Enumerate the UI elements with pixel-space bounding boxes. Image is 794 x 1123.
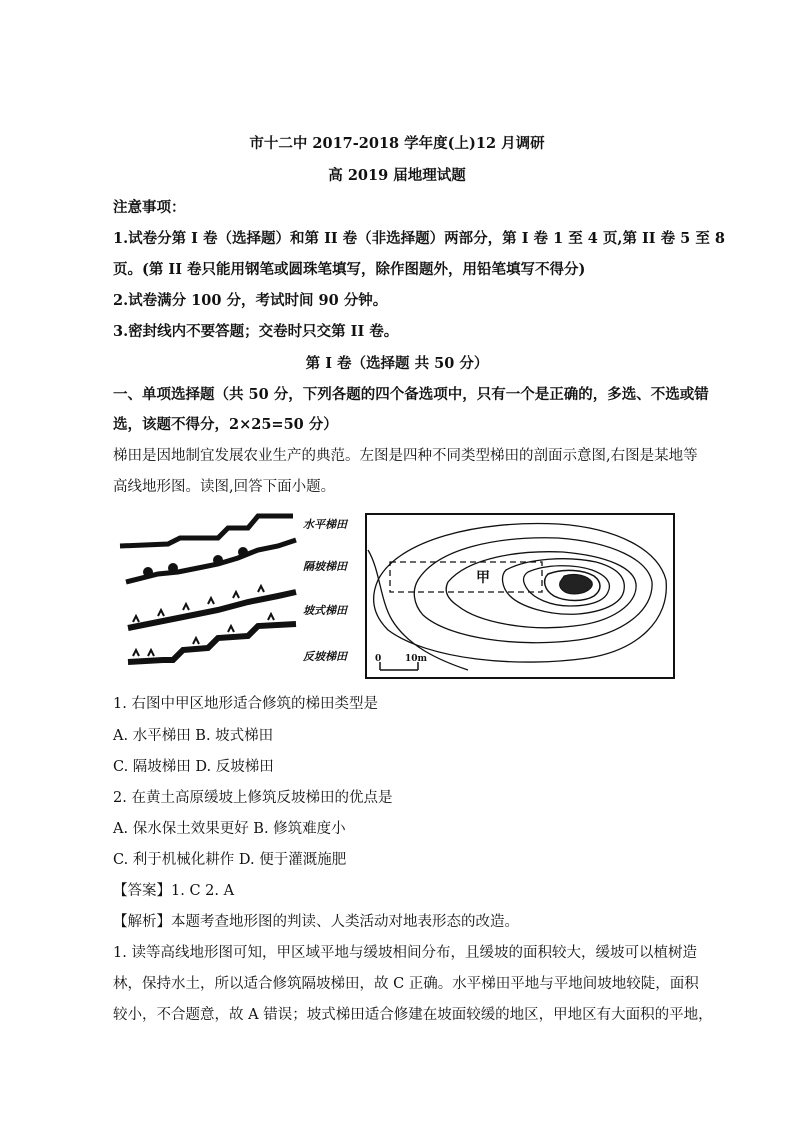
notes-item-1-line-2: 页。(第 II 卷只能用钢笔或圆珠笔填写，除作图题外，用铅笔填写不得分): [113, 261, 586, 278]
label-horizontal-terrace: 水平梯田: [303, 518, 347, 531]
answer-key: 【答案】1. C 2. A: [113, 883, 235, 899]
question-1-options-ab: A. 水平梯田 B. 坡式梯田: [113, 728, 274, 744]
exam-title: 市十二中 2017-2018 学年度(上)12 月调研: [249, 135, 545, 152]
explanation-line-3: 较小，不合题意，故 A 错误；坡式梯田适合修建在坡面较缓的地区，甲地区有大面积的平地，: [113, 1007, 713, 1023]
analysis-heading: 【解析】本题考查地形图的判读、人类活动对地表形态的改造。: [113, 914, 519, 930]
jia-area-dashed-box: [390, 562, 542, 592]
question-2-options-ab: A. 保水保土效果更好 B. 修筑难度小: [113, 821, 346, 837]
explanation-line-1: 1. 读等高线地形图可知，甲区域平地与缓坡相间分布，且缓坡的面积较大，缓坡可以植树造: [113, 945, 697, 961]
question-1-options-cd: C. 隔坡梯田 D. 反坡梯田: [113, 759, 274, 775]
horizontal-terrace-profile: [120, 516, 293, 546]
notes-item-2: 2.试卷满分 100 分，考试时间 90 分钟。: [113, 292, 388, 309]
passage-line-1: 梯田是因地制宜发展农业生产的典范。左图是四种不同类型梯田的剖面示意图,右图是某地等: [113, 448, 698, 464]
scale-zero-label: 0: [375, 654, 382, 664]
label-sloping-terrace: 坡式梯田: [303, 604, 347, 617]
question-1: 1. 右图中甲区地形适合修筑的梯田类型是: [113, 696, 378, 712]
section-title: 第 I 卷（选择题 共 50 分）: [305, 355, 489, 372]
label-reverse-slope-terrace: 反坡梯田: [303, 650, 347, 663]
map-mark-jia: 甲: [476, 570, 490, 586]
section-instructions-line-2: 选，该题不得分，2×25=50 分）: [113, 416, 338, 433]
terrace-profiles-diagram: [118, 510, 678, 682]
question-2-options-cd: C. 利于机械化耕作 D. 便于灌溉施肥: [113, 852, 347, 868]
label-slope-separated-terrace: 隔坡梯田: [303, 560, 347, 573]
terrace-figure: [118, 510, 678, 682]
notes-item-1-line-1: 1.试卷分第 I 卷（选择题）和第 II 卷（非选择题）两部分，第 I 卷 1 至 4 页,第 II 卷 5 至 8: [113, 230, 725, 247]
exam-subtitle: 高 2019 届地理试题: [328, 167, 466, 184]
scale-distance-label: 10m: [405, 654, 428, 664]
notes-heading: 注意事项：: [113, 199, 186, 216]
explanation-line-2: 林，保持水土，所以适合修筑隔坡梯田，故 C 正确。水平梯田平地与平地间坡地较陡，面积: [113, 976, 699, 992]
question-2: 2. 在黄土高原缓坡上修筑反坡梯田的优点是: [113, 790, 393, 806]
section-instructions-line-1: 一、单项选择题（共 50 分，下列各题的四个备选项中，只有一个是正确的，多选、不选或错: [113, 386, 709, 403]
notes-item-3: 3.密封线内不要答题；交卷时只交第 II 卷。: [113, 323, 399, 340]
passage-line-2: 高线地形图。读图,回答下面小题。: [113, 479, 336, 495]
